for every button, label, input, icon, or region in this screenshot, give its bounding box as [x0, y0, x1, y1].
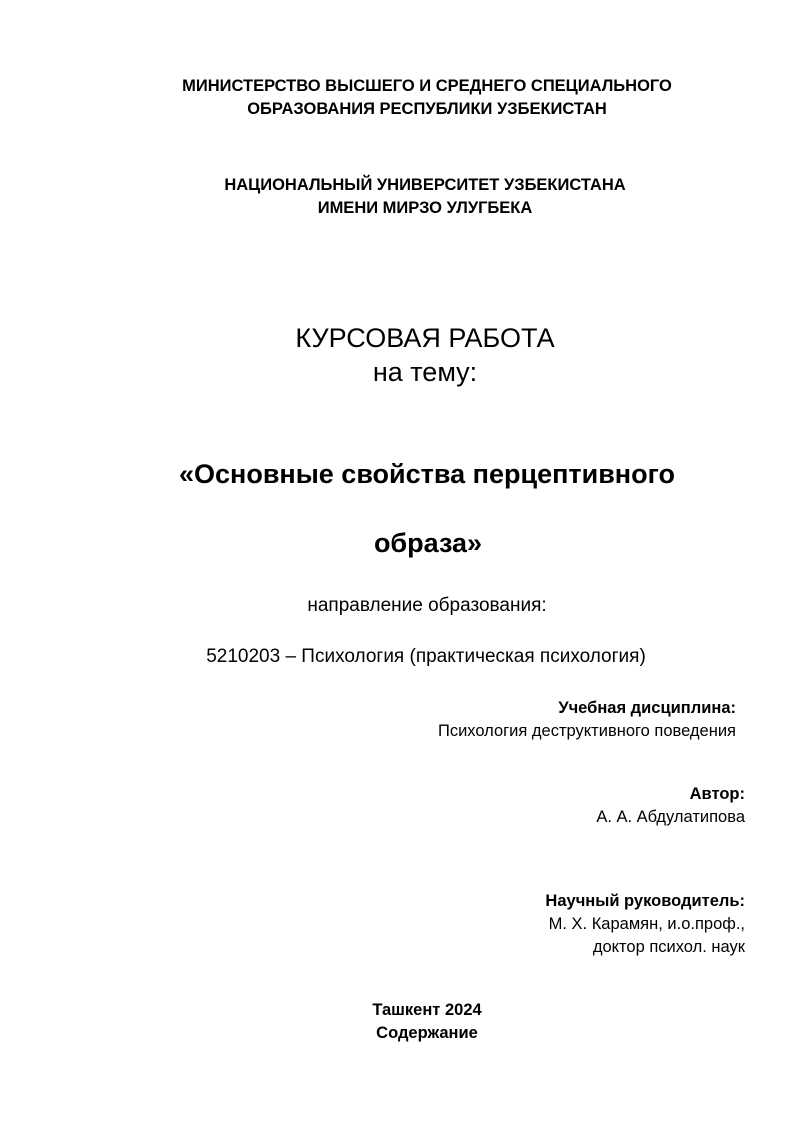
contents-heading: Содержание [376, 1024, 478, 1042]
university-heading [25, 174, 800, 220]
discipline-value: Психология деструктивного поведения [437, 722, 736, 740]
author-block [596, 783, 745, 829]
city-year: Ташкент 2024 [372, 1001, 482, 1019]
topic-title-line-1: «Основные свойства перцептивного [178, 459, 675, 489]
ministry-line-1: МИНИСТЕРСТВО ВЫСШЕГО И СРЕДНЕГО СПЕЦИАЛЬНОГО [182, 77, 672, 95]
author-label: Автор: [689, 785, 745, 803]
footer-block [27, 999, 800, 1045]
supervisor-label: Научный руководитель: [545, 892, 745, 910]
discipline-block [438, 697, 736, 743]
ministry-heading [27, 75, 800, 121]
direction-value: 5210203 – Психология (практическая психология) [206, 646, 646, 667]
ministry-line-2: ОБРАЗОВАНИЯ РЕСПУБЛИКИ УЗБЕКИСТАН [247, 100, 607, 118]
work-type-heading [25, 321, 800, 389]
supervisor-block [545, 890, 745, 959]
supervisor-line-1: М. Х. Карамян, и.о.проф., [548, 915, 745, 933]
university-line-2: ИМЕНИ МИРЗО УЛУГБЕКА [317, 199, 533, 217]
university-line-1: НАЦИОНАЛЬНЫЙ УНИВЕРСИТЕТ УЗБЕКИСТАНА [224, 176, 626, 194]
direction-label: направление образования: [307, 595, 547, 616]
work-subtitle: на тему: [372, 357, 478, 387]
author-value: А. А. Абдулатипова [596, 808, 745, 826]
supervisor-line-2: доктор психол. наук [592, 938, 745, 956]
work-type: КУРСОВАЯ РАБОТА [295, 323, 555, 353]
topic-title-line-2: образа» [373, 528, 483, 558]
discipline-label: Учебная дисциплина: [558, 699, 736, 717]
